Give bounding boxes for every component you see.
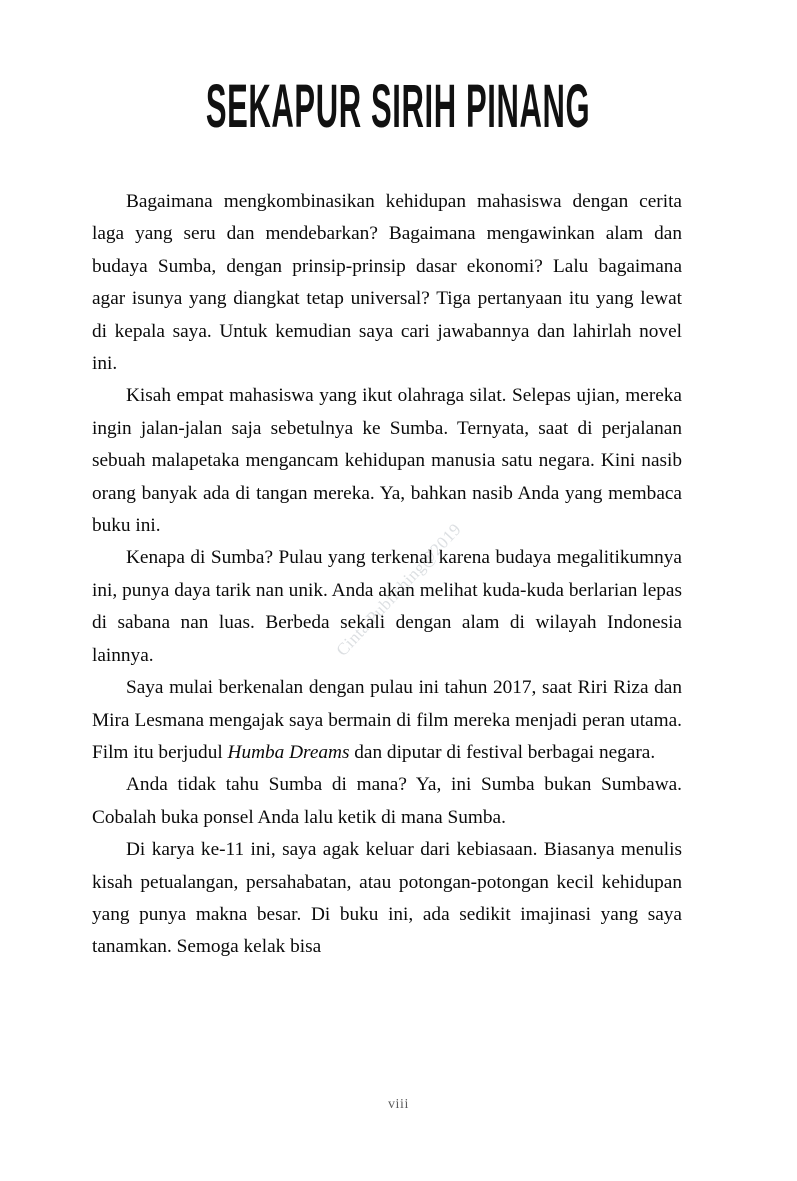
body-paragraph <box>92 769 682 834</box>
body-paragraph <box>92 834 682 964</box>
body-paragraph <box>92 186 682 380</box>
italic-title-run: Humba Dreams <box>227 741 350 763</box>
body-paragraph <box>92 672 682 769</box>
text-run: Saya mulai berkenalan dengan pulau ini tahun 2017, saat Riri Riza dan Mira Lesmana mengajak saya bermain di film mereka menjadi peran utama. Film itu berjudul <box>92 677 682 763</box>
text-run: Bagaimana mengkombinasikan kehidupan mahasiswa dengan cerita laga yang seru dan mendebarkan? Bagaimana mengawinkan alam dan budaya Sumba, dengan prinsip-prinsip dasar ekonomi? Lalu bagaimana agar isunya yang diangkat tetap universal? Tiga pertanyaan itu yang lewat di kepala saya. Untuk kemudian saya cari jawabannya dan lahirlah novel ini. <box>92 191 682 375</box>
page-title: SEKAPUR SIRIH PINANG <box>206 72 591 141</box>
body-paragraph <box>92 380 682 542</box>
body-paragraph <box>92 542 682 672</box>
text-run: Anda tidak tahu Sumba di mana? Ya, ini Sumba bukan Sumbawa. Cobalah buka ponsel Anda lalu ketik di mana Sumba. <box>92 774 682 828</box>
chapter-title-container <box>0 72 797 141</box>
text-run: Kisah empat mahasiswa yang ikut olahraga silat. Selepas ujian, mereka ingin jalan-jalan saja sebetulnya ke Sumba. Ternyata, saat di perjalanan sebuah malapetaka mengancam kehidupan manusia satu negara. Kini nasib orang banyak ada di tangan mereka. Ya, bahkan nasib Anda yang membaca buku ini. <box>92 385 682 537</box>
body-text-block <box>92 186 682 964</box>
text-run: Kenapa di Sumba? Pulau yang terkenal karena budaya megalitikumnya ini, punya daya tarik nan unik. Anda akan melihat kuda-kuda berlarian lepas di sabana nan luas. Berbeda sekali dengan alam di wilayah Indonesia lainnya. <box>92 547 682 666</box>
text-run: Di karya ke-11 ini, saya agak keluar dari kebiasaan. Biasanya menulis kisah petualangan, persahabatan, atau potongan-potongan kecil kehidupan yang punya makna besar. Di buku ini, ada sedikit imajinasi yang saya tanamkan. Semoga kelak bisa <box>92 839 682 958</box>
text-run: dan diputar di festival berbagai negara. <box>349 741 656 763</box>
page-number: viii <box>387 1097 410 1112</box>
watermark-text: Cinta Publishing@2019 <box>331 519 465 660</box>
